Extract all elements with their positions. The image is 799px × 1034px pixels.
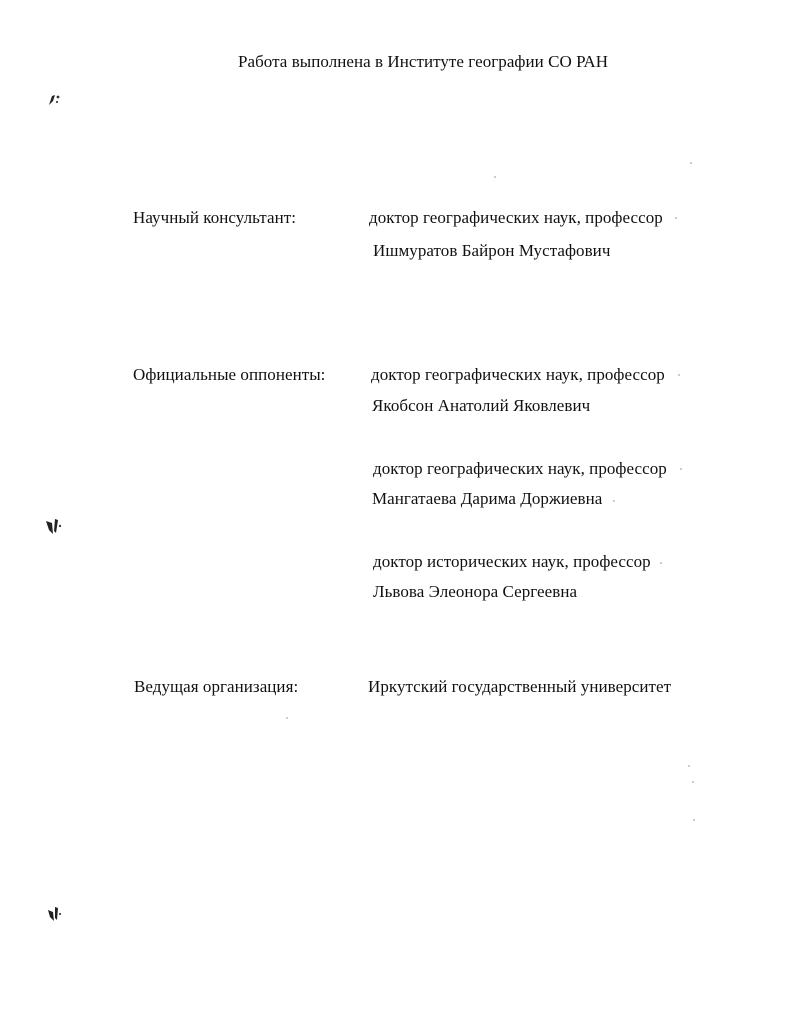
scan-speck [494,176,496,178]
organization-label: Ведущая организация: [134,677,299,696]
opponent-name: Мангатаева Дарима Доржиевна [372,489,603,508]
scan-speck [688,765,690,767]
scan-speck [613,500,615,502]
page-header: Работа выполнена в Институте географии СО РАН [238,52,609,71]
scan-speck [675,217,677,219]
opponent-degree: доктор географических наук, профессор [373,459,667,478]
scan-speck [678,374,680,376]
scan-speck [690,162,692,164]
binding-hole-icon [44,516,64,538]
binding-hole-icon [46,92,64,108]
opponent-name: Якобсон Анатолий Яковлевич [372,396,591,415]
consultant-degree: доктор географических наук, профессор [369,208,663,227]
consultant-name: Ишмуратов Байрон Мустафович [373,241,611,260]
opponent-name: Львова Элеонора Сергеевна [373,582,578,601]
binding-hole-icon [46,904,64,924]
scan-speck [693,819,695,821]
scan-speck [660,562,662,564]
opponents-label: Официальные оппоненты: [133,365,326,384]
scan-speck [680,468,682,470]
scan-speck [692,781,694,783]
organization-value: Иркутский государственный университет [368,677,672,696]
opponent-degree: доктор географических наук, профессор [371,365,665,384]
opponent-degree: доктор исторических наук, профессор [373,552,651,571]
scan-speck [286,717,288,719]
consultant-label: Научный консультант: [133,208,296,227]
